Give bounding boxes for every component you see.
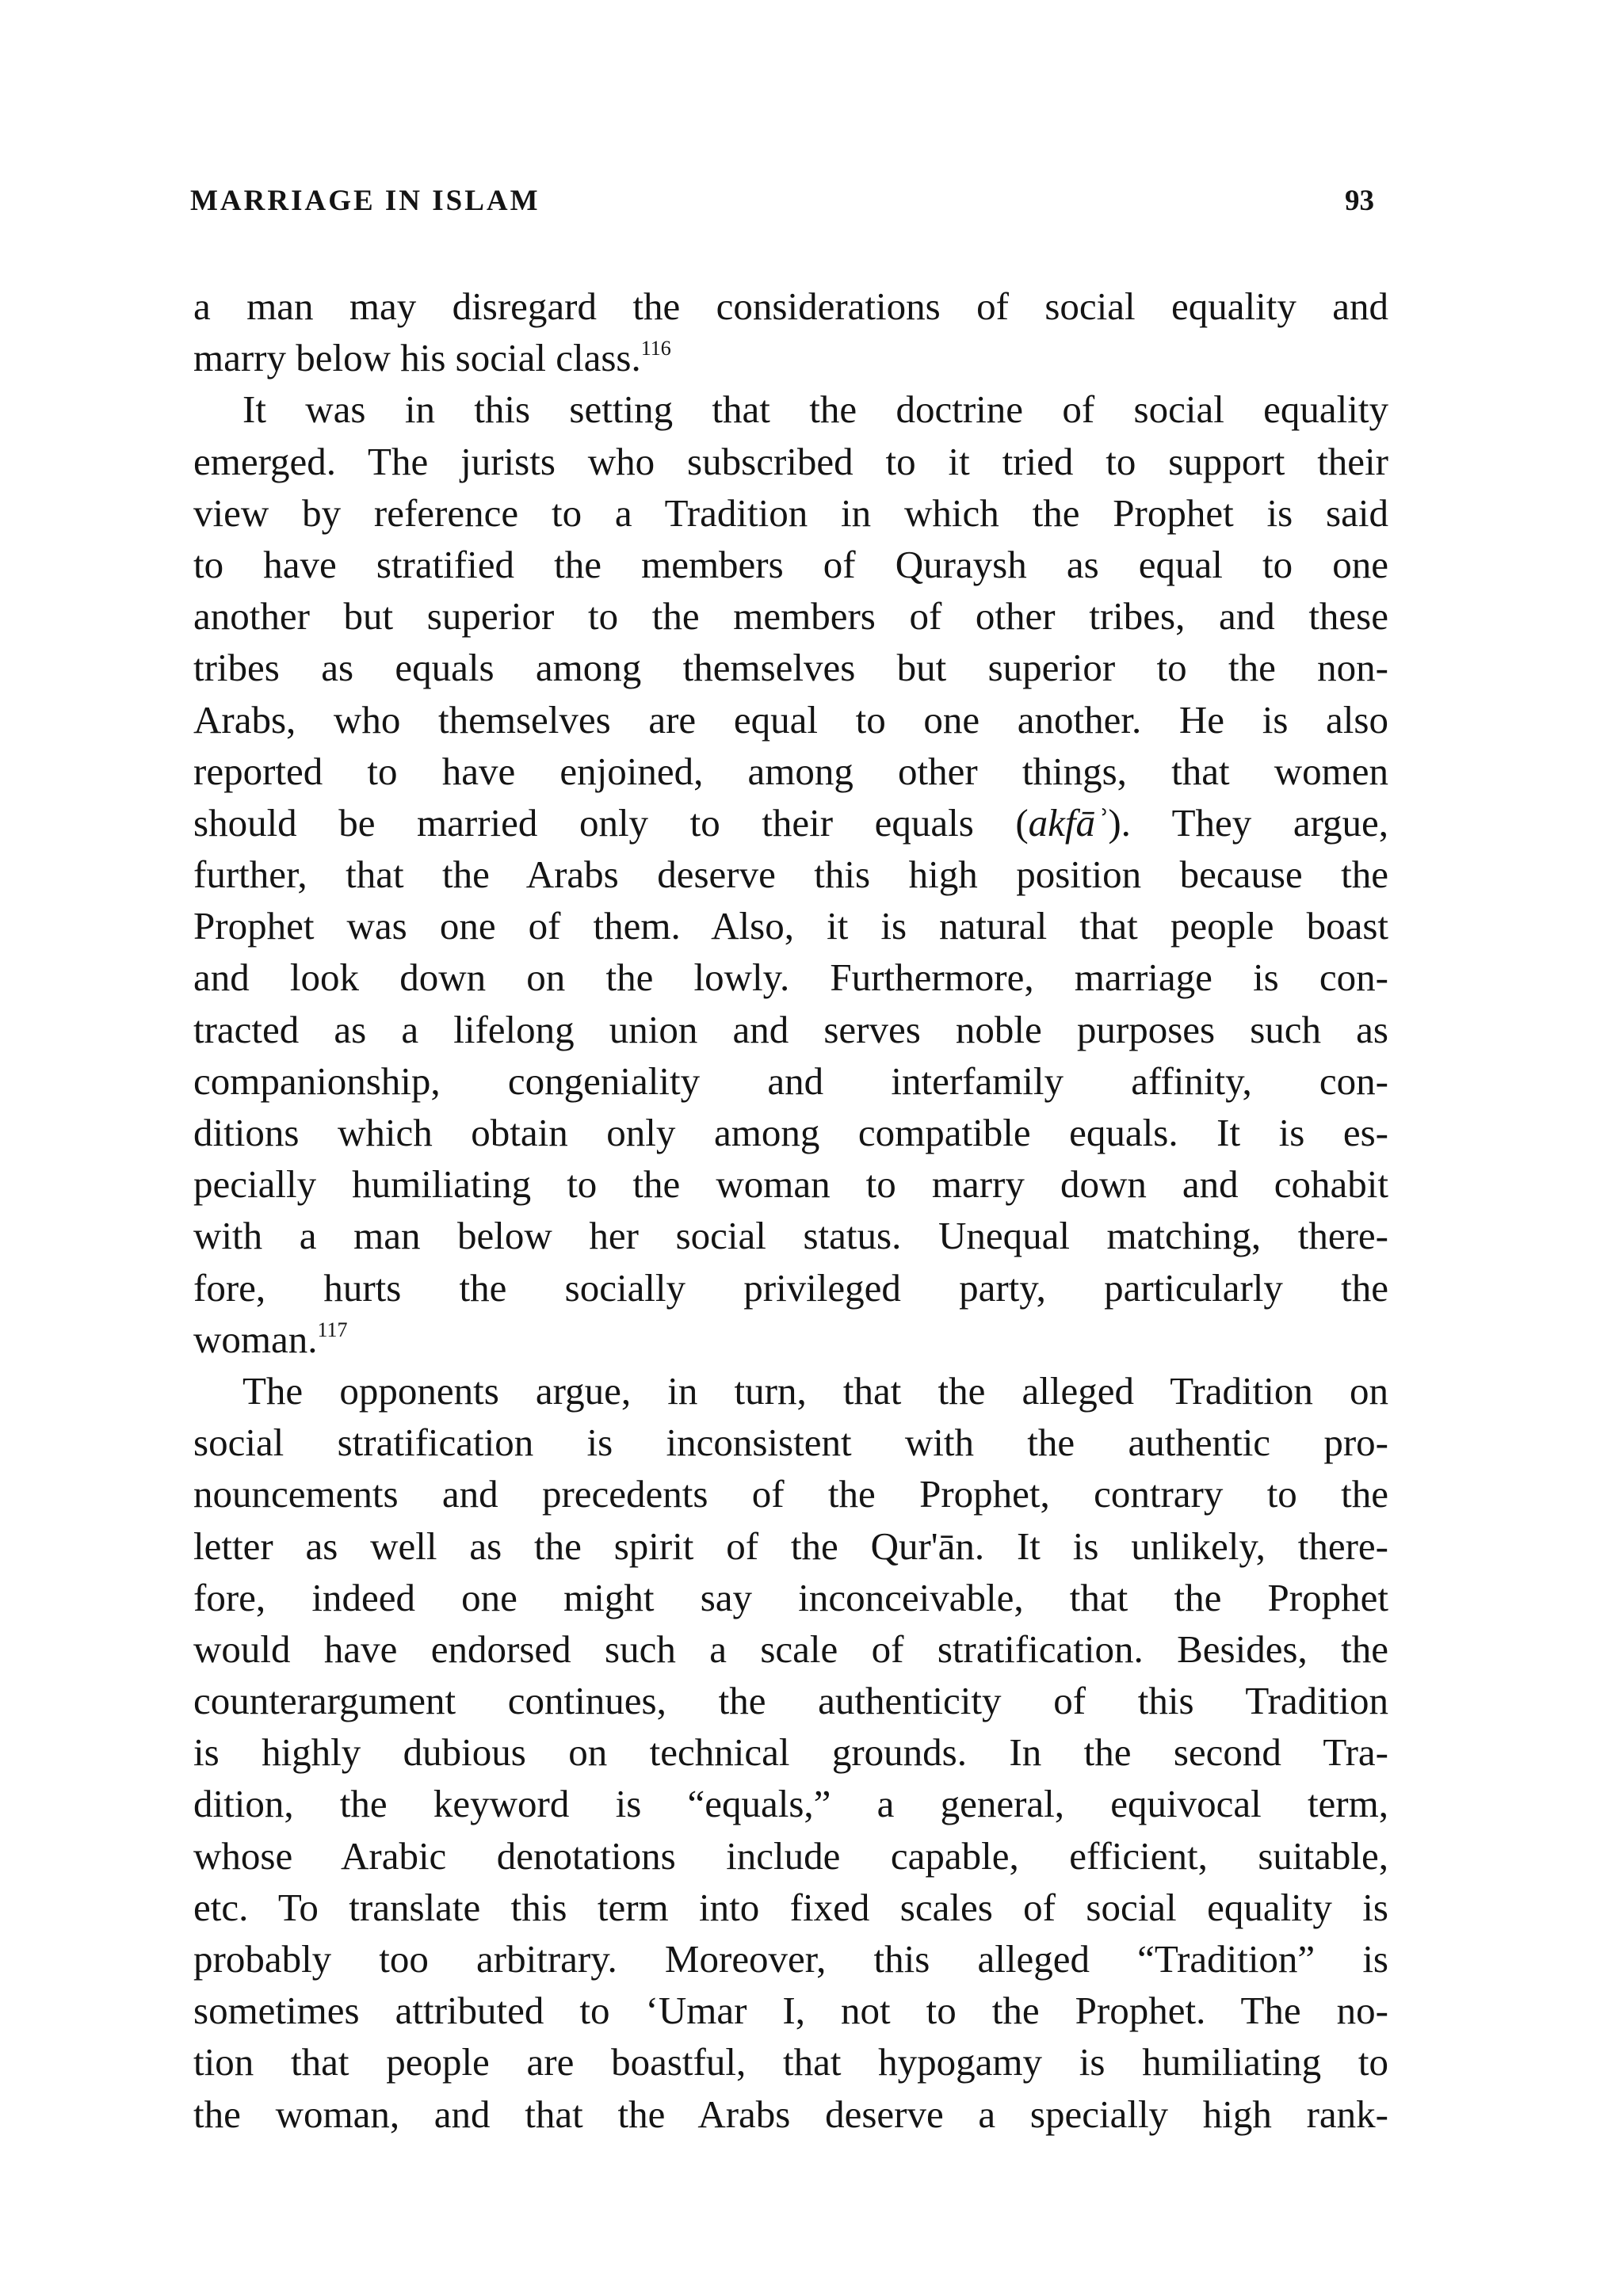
text-line-content: another but superior to the members of other tribes, and these — [193, 594, 1388, 639]
text-line — [193, 1572, 1388, 1623]
text-line-content: would have endorsed such a scale of stratification. Besides, the — [193, 1627, 1388, 1671]
text-line-content: further, that the Arabs deserve this high position because the — [193, 852, 1388, 897]
text-line — [193, 1055, 1388, 1107]
text-line-content: fore, hurts the socially privileged party, particularly the — [193, 1265, 1388, 1310]
text-line — [193, 1623, 1388, 1675]
text-line-content: tion that people are boastful, that hypogamy is humiliating to — [193, 2040, 1388, 2084]
text-line — [193, 1468, 1388, 1520]
text-line-content: pecially humiliating to the woman to marry down and cohabit — [193, 1162, 1388, 1207]
text-line-content: the woman, and that the Arabs deserve a specially high rank- — [193, 2092, 1388, 2136]
text-line — [193, 2036, 1388, 2088]
text-line — [193, 642, 1388, 693]
text-line — [193, 1985, 1388, 2036]
text-line — [193, 1675, 1388, 1726]
text-line-content: counterargument continues, the authenticity of this Tradition — [193, 1679, 1388, 1723]
text-line-content: should be married only to their equals ( — [193, 800, 1029, 845]
text-line — [193, 1158, 1388, 1210]
text-line-content: probably too arbitrary. Moreover, this alleged “Tradition” is — [193, 1937, 1388, 1981]
text-line — [193, 332, 1388, 383]
text-line — [193, 1778, 1388, 1829]
text-line — [193, 1520, 1388, 1572]
text-line — [193, 1004, 1388, 1055]
italic-term: akfāʾ — [1028, 800, 1109, 845]
text-line-content: and look down on the lowly. Furthermore, marriage is con- — [193, 955, 1388, 1000]
running-head — [190, 184, 1387, 231]
text-line-content: ditions which obtain only among compatible equals. It is es- — [193, 1111, 1388, 1154]
text-line-content: with a man below her social status. Unequal matching, there- — [193, 1214, 1388, 1258]
text-line-content: woman. — [193, 1317, 318, 1361]
page-number: 93 — [1345, 185, 1374, 217]
text-line-content: nouncements and precedents of the Prophet, contrary to the — [193, 1472, 1388, 1516]
text-line — [193, 1882, 1388, 1933]
text-line-content: tribes as equals among themselves but superior to the non- — [193, 646, 1388, 690]
text-line-content: letter as well as the spirit of the Qur'ān. It is unlikely, there- — [193, 1524, 1388, 1568]
text-line-content: The opponents argue, in turn, that the alleged Tradition on — [242, 1368, 1388, 1413]
text-line-content: marry below his social class. — [193, 336, 641, 380]
footnote-reference[interactable]: 116 — [640, 337, 671, 360]
text-line — [193, 280, 1388, 332]
text-line-content: Prophet was one of them. Also, it is natural that people boast — [193, 904, 1388, 948]
text-line — [193, 694, 1388, 746]
text-line-content: tracted as a lifelong union and serves noble purposes such as — [193, 1007, 1388, 1051]
text-line — [193, 1262, 1388, 1314]
text-line — [193, 952, 1388, 1003]
text-line — [193, 539, 1388, 590]
text-line-content: fore, indeed one might say inconceivable, that the Prophet — [193, 1575, 1388, 1619]
text-line-content: view by reference to a Tradition in which the Prophet is said — [193, 490, 1388, 535]
text-line — [193, 590, 1388, 642]
text-line — [193, 487, 1388, 539]
text-line-content: dition, the keyword is “equals,” a general, equivocal term, — [193, 1782, 1388, 1826]
text-line — [193, 900, 1388, 952]
text-line — [193, 849, 1388, 900]
text-line-content: sometimes attributed to ‘Umar I, not to the Prophet. The no- — [193, 1989, 1388, 2033]
text-line-continuation: ). They argue, — [1108, 800, 1389, 845]
text-line — [193, 1314, 1388, 1365]
text-line-content: is highly dubious on technical grounds. In the second Tra- — [193, 1730, 1388, 1775]
text-line-content: whose Arabic denotations include capable, efficient, suitable, — [193, 1833, 1388, 1878]
running-title: MARRIAGE IN ISLAM — [190, 185, 540, 217]
text-line-content: a man may disregard the considerations of social equality and — [193, 284, 1388, 328]
text-line — [193, 1365, 1388, 1417]
text-line — [193, 797, 1388, 849]
text-line-content: companionship, congeniality and interfamily affinity, con- — [193, 1058, 1388, 1103]
text-line — [193, 746, 1388, 797]
text-line-content: Arabs, who themselves are equal to one another. He is also — [193, 697, 1388, 742]
text-line — [193, 1830, 1388, 1882]
text-line — [193, 2088, 1388, 2140]
text-line — [193, 1933, 1388, 1985]
body-text — [193, 280, 1388, 2140]
text-line — [193, 383, 1388, 435]
text-line — [193, 1726, 1388, 1778]
text-line-content: emerged. The jurists who subscribed to it tried to support their — [193, 439, 1388, 483]
text-line-content: It was in this setting that the doctrine of social equality — [242, 387, 1388, 432]
text-line-content: to have stratified the members of Quraysh as equal to one — [193, 542, 1388, 586]
text-line — [193, 1210, 1388, 1261]
text-line — [193, 1417, 1388, 1468]
text-line — [193, 1107, 1388, 1158]
text-line — [193, 436, 1388, 487]
text-line-content: etc. To translate this term into fixed scales of social equality is — [193, 1885, 1388, 1929]
text-line-content: reported to have enjoined, among other things, that women — [193, 749, 1388, 793]
text-line-content: social stratification is inconsistent with the authentic pro- — [193, 1421, 1388, 1465]
footnote-reference[interactable]: 117 — [317, 1318, 348, 1341]
